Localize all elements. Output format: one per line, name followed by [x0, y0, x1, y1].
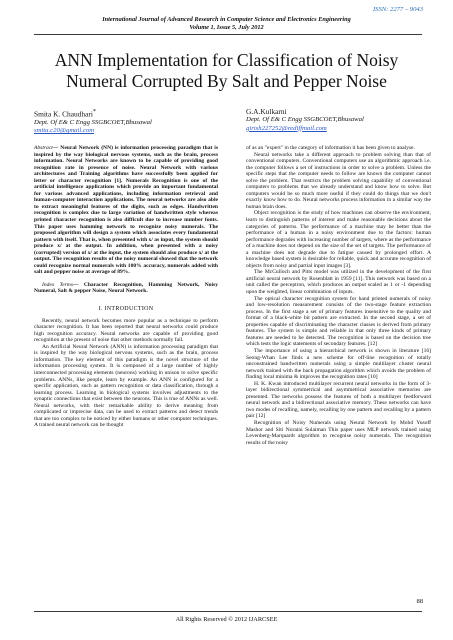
journal-volume: Volume 1, Issue 5, July 2012	[189, 24, 264, 31]
paragraph: of as an "expert" in the category of information it has been given to analyse.	[246, 145, 415, 151]
author-email-link[interactable]: girish227252@rediffmail.com	[246, 124, 327, 132]
abstract	[34, 145, 218, 276]
header-rule	[34, 34, 422, 35]
paragraph: The McCulloch and Pitts model was utilized in the development of the first artificial neural network by Rosenblatt in 1959 [11]. This network was based on a unit called the perceptron, which produces an output scaled as 1 or -1 depending upon the weighted, linear combination of inputs.	[246, 269, 431, 296]
index-terms	[34, 282, 218, 295]
paragraph: The optical character recognition system for hand printed numerals of noisy and low-resolution measurement consists of the two-stage feature extraction process. In the first stage a set of primary features insensitive to the quality and format of a black-white bit pattern are extracted. In the second stage, a set of properties capable of discriminating the character classes is derived from primary features. The system is simple and reliable in that only three kinds of primary features are needed to be detected. The recognition is based on the decision tree which tests the logic statements of secondary features. [12]	[246, 295, 431, 348]
index-terms-text: — Character Recognition, Hamming Network, Noisy Numeral, Salt & pepper Noise, Neural Network.	[34, 281, 218, 295]
issn: ISSN: 2277 – 9043	[372, 6, 423, 13]
section-heading: I. INTRODUCTION	[98, 306, 154, 313]
paragraph: H. K. Kwan introduced multilayer recurrent neural networks in the form of 3-layer bidirectional symmetrical and asymmetrical associative memories are presented. The networks possess the features of both a multilayer feedforward neural network and a bidirectional associative memory. These networks can have two modes of recalling, namely, recalling by one pattern and recalling by a pattern pair [12]	[246, 380, 431, 420]
paragraph: Object recognition is the study of how machines can observe the environment, learn to distinguish patterns of interest and make reasonable decisions about the categories of patterns. The performance of a machine may be better than the performance of a human in a noisy environment due to the factors: human performance degrades with increasing number of targets, where as the performance of a machine does not depend on the size of the set of targets. The performance of a machine does not degrade due to fatigue caused by prolonged effort. A knowledge based system is desirable for reliable, quick and accurate recognition of objects from noisy and partial input images [3].	[246, 210, 431, 269]
corresponding-mark: *	[92, 109, 96, 115]
paragraph: Neural networks take a different approach to problem solving than that of conventional computers. Conventional computers use an algorithmic approach i.e. the computer follows a set of instructions in order to solve a problem. Unless the specific steps that the computer needs to follow are known the computer cannot solve the problem. That restricts the problem solving capability of conventional computers to problems that we already understand and know how to solve. But computers would be so much more useful if they could do things that we don't exactly know how to do. Neural networks process information in a similar way the human brain does.	[246, 151, 431, 210]
paragraph: Recognition of Noisy Numerals using Neural Network by Mohd Yusoff Mashor and Siti Noraini Sulaiman This paper uses MLP network trained using Levenberg-Marquardt algorithm to recognise noisy numerals. The recognition results of the noisy	[246, 419, 431, 446]
author-email-link[interactable]: smita.c20@gmail.com	[34, 127, 95, 135]
author-affiliation: Dept. Of E& C Engg SSGBCOET,Bhusawal	[246, 116, 364, 124]
journal-name: International Journal of Advanced Research in Computer Science and Electronics Engineering	[102, 16, 351, 23]
abstract-label: Abstract	[34, 145, 53, 151]
author-1	[34, 108, 204, 136]
index-terms-label: Index Terms	[42, 281, 73, 288]
paragraph: Recently, neural network becomes more popular as a technique to perform character recognition. It has been reported that neural networks could produce high recognition accuracy. Neural networks are capable of providing good recognition at the present of noise that other methods normally fail.	[34, 317, 218, 344]
author-2	[246, 108, 416, 133]
copyright-notice: All Rights Reserved © 2012 IJARCSEE	[175, 616, 278, 623]
abstract-text: — Neural Network (NN) is information processing paradigm that is inspired by the way biological nervous systems, such as the brain, process information. Neural Networks are known to be capable of providing good recognition rate in presence of noise. Neural Network with various architectures and Training algorithms have successfully been applied for letter or character recognition [1]. Numerals Recognition is one of the artificial intelligence applications which provide an important fundamental for various advanced applications, including information retrieval and human-computer interaction applications. The neural networks are also able to extract meaningful features of the digits, such as edges. Handwritten recognition is complex due to large variation of handwritten style whereas printed character recognition is also difficult due to increase number fonts. This paper uses hamming network to recognize noisy numerals. The proposed algorithm will design a system which associates every fundamental pattern with itself. That is, when presented with x/ as input, the system should produce x/ at the output. In addition, when presented with a noisy (corrupted) version of x/ at the input, the system should also produce x/ at the output. The recognition results of the noisy numeral showed that the network could recognize normal numerals with 100% accuracy, numerals added with salt and pepper noise at average of 89%.	[34, 145, 218, 276]
author-affiliation: Dept. Of E& C Engg SSGBCOET,Bhusawal	[34, 118, 152, 126]
left-column	[34, 145, 218, 429]
paper-title: ANN Implementation for Classification of Noisy Numeral Corrupted By Salt and Pepper Noise	[54, 50, 399, 91]
author-name: G.A.Kulkarni	[246, 107, 287, 116]
author-name: Smita K. Chaudhari	[34, 109, 93, 119]
footer-rule	[34, 611, 422, 612]
paragraph: An Artificial Neural Network (ANN) is information processing paradigm that is inspired by the way biological nervous systems, such as the brain, process information. The key element of this paradigm is the novel structure of the information processing system. It is composed of a large number of highly interconnected processing elements (neurons) working in unison to solve specific problems. ANNs, like people, learn by example. An ANN is configured for a specific application, such as pattern recognition or data classification, through a learning process. Learning in biological systems involves adjustments to the synaptic connections that exist between the neurons. This is true of ANNs as well. Neural networks, with their remarkable ability to derive meaning from complicated or imprecise data, can be used to extract patterns and detect trends that are too complex to be noticed by either humans or other computer techniques. A trained neural network can be thought	[34, 343, 218, 429]
page-number: 88	[416, 598, 423, 605]
right-column	[246, 145, 431, 446]
journal-header	[0, 16, 453, 32]
paragraph: The importance of using a hierarchical network is shown in literature [16] Seong-Whan Lee finds a new scheme for off-line recognition of totally unconstrained handwritten numerals using a simple multilayer cluster neural network trained with the back propagation algorithm which avoids the problem of finding local minima & improves the recognition rates [10]	[246, 347, 431, 381]
